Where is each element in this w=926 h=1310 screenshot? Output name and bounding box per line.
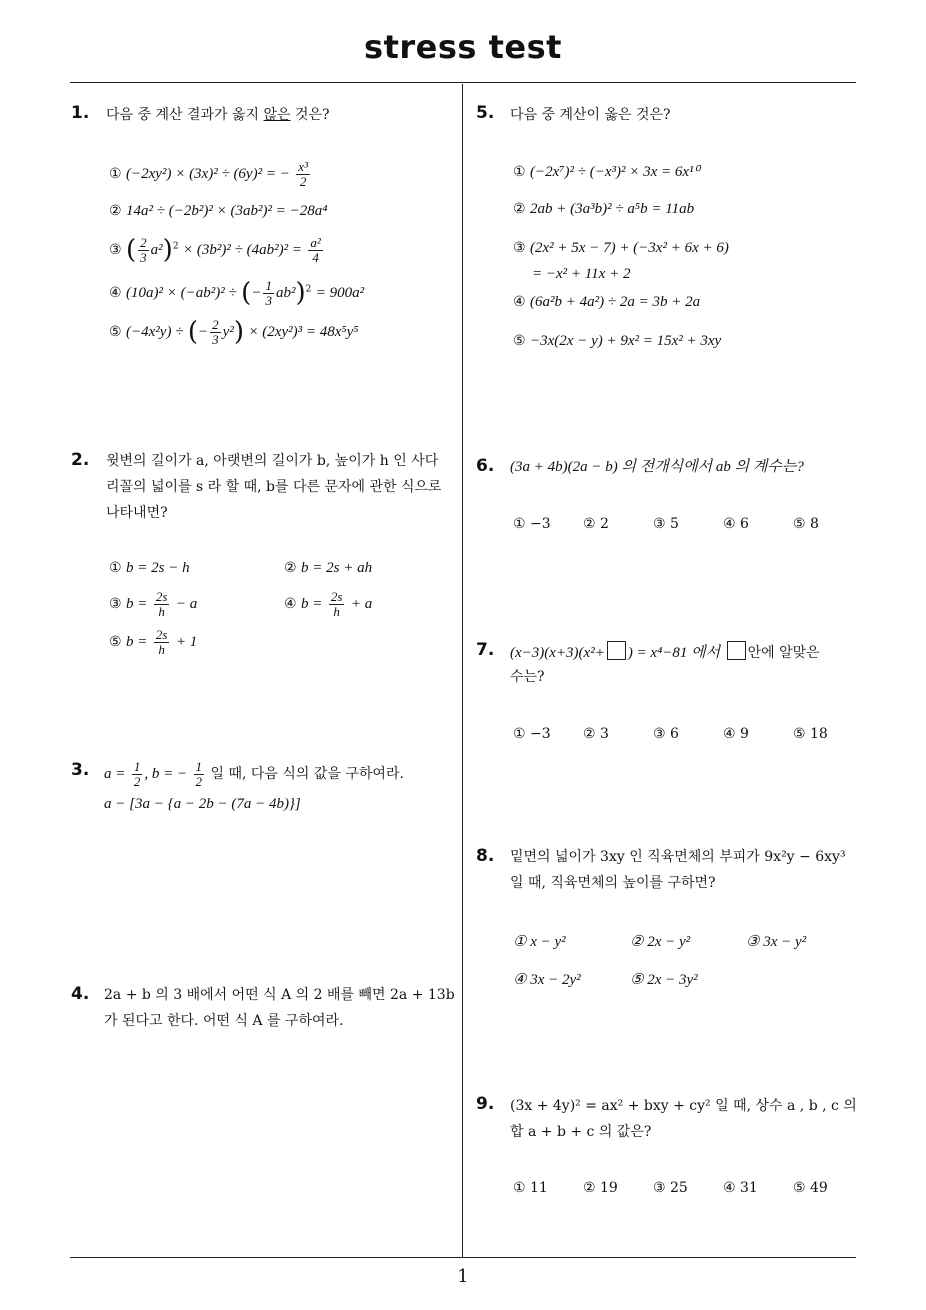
option-3[interactable]: ③ 6 bbox=[653, 726, 679, 742]
question-stem: (3x + 4y)² = ax² + bxy + cy² 일 때, 상수 a , b , c 의 합 a + b + c 의 값은? bbox=[510, 1098, 857, 1140]
bottom-rule bbox=[70, 1257, 856, 1258]
option-1[interactable]: ① (−2x⁷)² ÷ (−x³)² × 3x = 6x¹⁰ bbox=[513, 164, 700, 180]
option-2[interactable]: ② 14a² ÷ (−2b²)² × (3ab²)² = −28a⁴ bbox=[109, 203, 328, 219]
question-stem: (3a + 4b)(2a − b) 의 전개식에서 ab 의 계수는? bbox=[510, 459, 804, 475]
question-number: 6. bbox=[476, 456, 495, 476]
option-5[interactable]: ⑤ 49 bbox=[793, 1180, 828, 1196]
option-2[interactable]: ② 2 bbox=[583, 516, 609, 532]
question-stem: 밑면의 넓이가 3xy 인 직육면체의 부피가 9x²y − 6xy³ 일 때, 직육면체의 높이를 구하면? bbox=[510, 849, 846, 891]
option-1[interactable]: ① x − y² bbox=[513, 934, 566, 950]
question-stem: 윗변의 길이가 a, 아랫변의 길이가 b, 높이가 h 인 사다 리꼴의 넓이를 s 라 할 때, b를 다른 문자에 관한 식으로 나타내면? bbox=[106, 453, 442, 521]
question-number: 7. bbox=[476, 640, 495, 660]
question-number: 2. bbox=[71, 450, 90, 470]
option-2[interactable]: ② 19 bbox=[583, 1180, 618, 1196]
question-number: 3. bbox=[71, 760, 90, 780]
option-1[interactable]: ① −3 bbox=[513, 726, 551, 742]
option-4[interactable]: ④ (6a²b + 4a²) ÷ 2a = 3b + 2a bbox=[513, 294, 701, 310]
option-4[interactable]: ④ 6 bbox=[723, 516, 749, 532]
option-4[interactable]: ④ (10a)² × (−ab²)² ÷ (− $\frac{1}{3}$ ab²)$^2$ = 900a² bbox=[109, 278, 365, 309]
question-number: 1. bbox=[71, 103, 90, 123]
option-5[interactable]: ⑤ 2x − 3y² bbox=[630, 972, 698, 988]
option-2[interactable]: ② 3 bbox=[583, 726, 609, 742]
option-1[interactable]: ① (−2xy²) × (3x)² ÷ (6y)² = − $\frac{\text{x³}}{2}$ bbox=[109, 159, 308, 189]
option-1[interactable]: ① 11 bbox=[513, 1180, 548, 1196]
option-4[interactable]: ④ 31 bbox=[723, 1180, 758, 1196]
option-5[interactable]: ⑤ 8 bbox=[793, 516, 819, 532]
page-title: stress test bbox=[364, 28, 562, 66]
question-number: 5. bbox=[476, 103, 495, 123]
option-2[interactable]: ② 2x − y² bbox=[630, 934, 691, 950]
question-stem: 다음 중 계산 결과가 옳지 않은 것은? bbox=[106, 107, 330, 123]
option-1[interactable]: ① −3 bbox=[513, 516, 551, 532]
option-3[interactable]: ③ 5 bbox=[653, 516, 679, 532]
option-2[interactable]: ② b = 2s + ah bbox=[284, 560, 373, 576]
option-5[interactable]: ⑤ b = $\frac{2s}{h}$ + 1 bbox=[109, 627, 198, 657]
question-number: 8. bbox=[476, 846, 495, 866]
blank-box bbox=[607, 641, 626, 660]
option-4[interactable]: ④ 9 bbox=[723, 726, 749, 742]
question-stem: 다음 중 계산이 옳은 것은? bbox=[510, 107, 671, 123]
option-3[interactable]: ③ b = $\frac{2s}{h}$ − a bbox=[109, 589, 198, 619]
question-number: 4. bbox=[71, 984, 90, 1004]
option-3[interactable]: ③ ( $\frac{2}{3}$ a²)$^2$ × (3b²)² ÷ (4ab²)² = $\frac{\text{a²}}{4}$ bbox=[109, 235, 321, 266]
option-5[interactable]: ⑤ (−4x²y) ÷ (− $\frac{2}{3}$ y²) × (2xy²)³ = 48x⁵y⁵ bbox=[109, 317, 359, 348]
option-4[interactable]: ④ 3x − 2y² bbox=[513, 972, 581, 988]
option-4[interactable]: ④ b = $\frac{2s}{h}$ + a bbox=[284, 589, 373, 619]
blank-box bbox=[727, 641, 746, 660]
question-stem-line2: 수는? bbox=[510, 669, 545, 685]
question-expression: a − [3a − {a − 2b − (7a − 4b)}] bbox=[104, 796, 301, 812]
question-stem: a = $\frac{1}{2}$ , b = − $\frac{1}{2}$ 일 때, 다음 식의 값을 구하여라. bbox=[104, 759, 404, 789]
option-3-continued: = −x² + 11x + 2 bbox=[532, 266, 631, 282]
top-rule bbox=[70, 82, 856, 83]
column-divider bbox=[462, 84, 463, 1258]
option-1[interactable]: ① b = 2s − h bbox=[109, 560, 190, 576]
question-stem: 2a + b 의 3 배에서 어떤 식 A 의 2 배를 빼면 2a + 13b 가 된다고 한다. 어떤 식 A 를 구하여라. bbox=[104, 987, 455, 1029]
option-2[interactable]: ② 2ab + (3a³b)² ÷ a⁵b = 11ab bbox=[513, 201, 695, 217]
option-3[interactable]: ③ 3x − y² bbox=[746, 934, 807, 950]
question-number: 9. bbox=[476, 1094, 495, 1114]
page-number: 1 bbox=[457, 1266, 469, 1287]
option-5[interactable]: ⑤ 18 bbox=[793, 726, 828, 742]
option-5[interactable]: ⑤ −3x(2x − y) + 9x² = 15x² + 3xy bbox=[513, 333, 722, 349]
option-3[interactable]: ③ 25 bbox=[653, 1180, 688, 1196]
question-stem: (x−3)(x+3)(x²+ ) = x⁴−81 에서 안에 알맞은 bbox=[510, 641, 820, 662]
option-3[interactable]: ③ (2x² + 5x − 7) + (−3x² + 6x + 6) bbox=[513, 240, 729, 256]
